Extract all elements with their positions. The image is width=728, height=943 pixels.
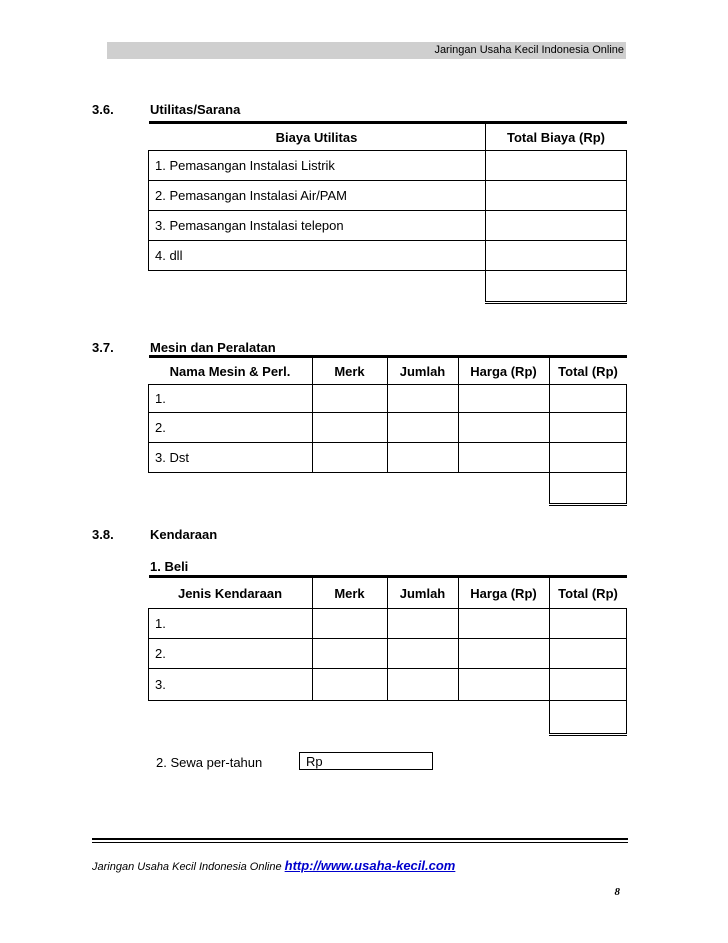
col-header: Jumlah <box>387 357 458 385</box>
table-row <box>149 151 627 181</box>
footer <box>92 858 455 873</box>
cell-input[interactable] <box>312 385 387 413</box>
table-row <box>149 639 627 669</box>
cell-input[interactable] <box>549 639 627 669</box>
cell-input[interactable] <box>387 669 458 701</box>
total-cell[interactable] <box>549 701 627 735</box>
cell-input[interactable] <box>312 443 387 473</box>
cell: 3. Pemasangan Instalasi telepon <box>149 211 486 241</box>
cell-input[interactable] <box>458 639 549 669</box>
subsection-sewa: 2. Sewa per-tahun <box>156 755 263 770</box>
cell-input[interactable] <box>549 669 627 701</box>
vehicles-table <box>148 575 627 736</box>
cell-input[interactable] <box>485 181 627 211</box>
col-header: Merk <box>312 357 387 385</box>
cell-input[interactable] <box>312 609 387 639</box>
machines-table <box>148 355 627 506</box>
cell: 3. <box>149 669 313 701</box>
table-header-row <box>149 577 627 609</box>
cell: 1. <box>149 385 313 413</box>
cell-input[interactable] <box>458 443 549 473</box>
cell-input[interactable] <box>485 241 627 271</box>
table-header-row <box>149 123 627 151</box>
col-header: Jenis Kendaraan <box>149 577 313 609</box>
cell: 2. <box>149 413 313 443</box>
cell-input[interactable] <box>387 639 458 669</box>
cell: 1. Pemasangan Instalasi Listrik <box>149 151 486 181</box>
cell: 2. Pemasangan Instalasi Air/PAM <box>149 181 486 211</box>
cell-input[interactable] <box>485 211 627 241</box>
table-row <box>149 181 627 211</box>
col-header: Harga (Rp) <box>458 357 549 385</box>
cell-input[interactable] <box>387 385 458 413</box>
sewa-rp-field[interactable]: Rp <box>299 752 433 770</box>
cell-input[interactable] <box>549 609 627 639</box>
total-row <box>149 473 627 505</box>
table-header-row <box>149 357 627 385</box>
section-3-7-title: Mesin dan Peralatan <box>150 340 276 355</box>
table-row <box>149 609 627 639</box>
table-row <box>149 211 627 241</box>
cell-input[interactable] <box>458 609 549 639</box>
cell-input[interactable] <box>387 443 458 473</box>
col-header-biaya: Biaya Utilitas <box>149 123 486 151</box>
section-3-7-number: 3.7. <box>92 340 114 355</box>
col-header: Harga (Rp) <box>458 577 549 609</box>
footer-divider <box>92 842 628 843</box>
total-cell[interactable] <box>485 271 627 303</box>
cell: 2. <box>149 639 313 669</box>
section-3-6-number: 3.6. <box>92 102 114 117</box>
cell-input[interactable] <box>549 385 627 413</box>
cell-input[interactable] <box>312 413 387 443</box>
table-row <box>149 385 627 413</box>
table-row <box>149 241 627 271</box>
col-header: Jumlah <box>387 577 458 609</box>
table-row <box>149 669 627 701</box>
page-number: 8 <box>614 886 620 898</box>
cell-input[interactable] <box>312 669 387 701</box>
total-row <box>149 271 627 303</box>
total-cell[interactable] <box>549 473 627 505</box>
footer-text: Jaringan Usaha Kecil Indonesia Online <box>92 861 282 873</box>
cell-input[interactable] <box>458 413 549 443</box>
col-header: Merk <box>312 577 387 609</box>
section-3-6-title: Utilitas/Sarana <box>150 102 241 117</box>
utilities-table <box>148 121 627 304</box>
col-header: Nama Mesin & Perl. <box>149 357 313 385</box>
col-header: Total (Rp) <box>549 577 627 609</box>
header-text: Jaringan Usaha Kecil Indonesia Online <box>434 44 624 56</box>
cell-input[interactable] <box>549 413 627 443</box>
cell-input[interactable] <box>549 443 627 473</box>
cell: 3. Dst <box>149 443 313 473</box>
section-3-8-number: 3.8. <box>92 527 114 542</box>
cell-input[interactable] <box>485 151 627 181</box>
footer-link[interactable]: http://www.usaha-kecil.com <box>284 858 456 873</box>
table-row <box>149 413 627 443</box>
cell-input[interactable] <box>312 639 387 669</box>
cell-input[interactable] <box>458 669 549 701</box>
col-header: Total (Rp) <box>549 357 627 385</box>
total-row <box>149 701 627 735</box>
section-3-8-title: Kendaraan <box>150 527 218 542</box>
cell: 4. dll <box>149 241 486 271</box>
cell-input[interactable] <box>458 385 549 413</box>
cell: 1. <box>149 609 313 639</box>
subsection-beli: 1. Beli <box>150 559 189 574</box>
cell-input[interactable] <box>387 413 458 443</box>
cell-input[interactable] <box>387 609 458 639</box>
footer-divider <box>92 838 628 840</box>
col-header-total: Total Biaya (Rp) <box>485 123 627 151</box>
table-row <box>149 443 627 473</box>
